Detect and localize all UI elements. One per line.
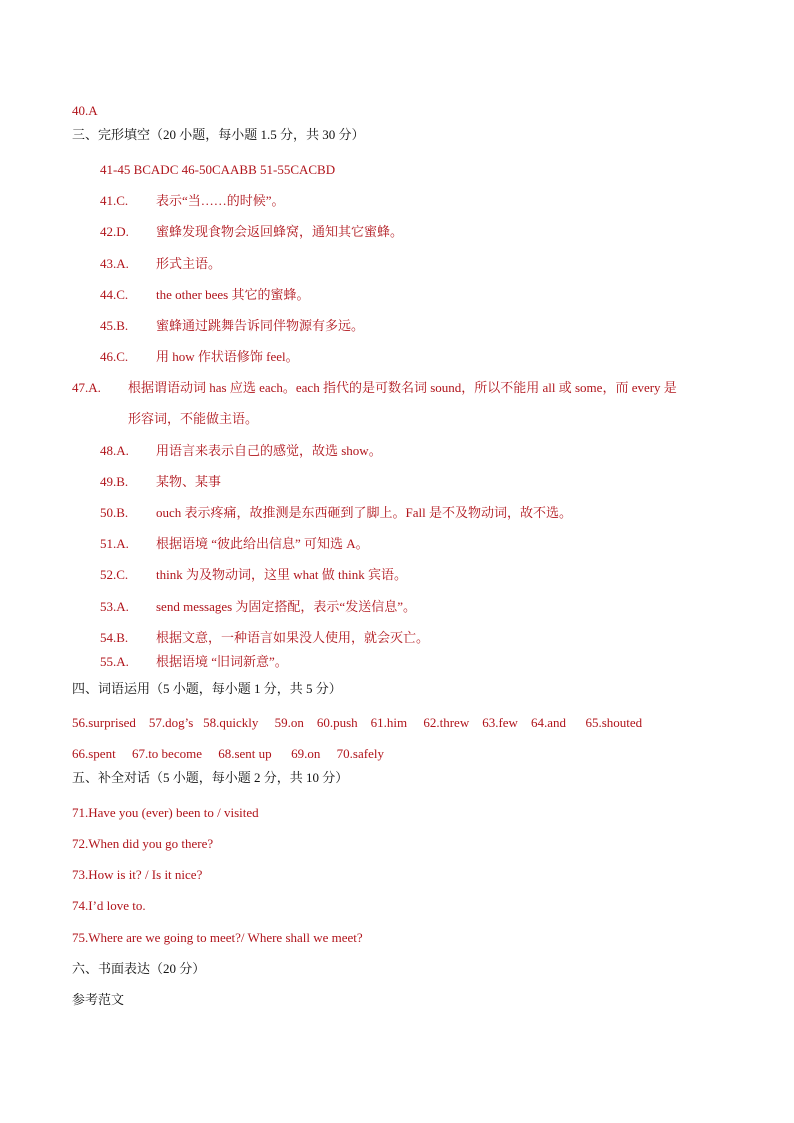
answer-row [100,505,572,521]
answer-code: 47.A. [72,380,101,395]
word-answers-line-1: 56.surprised 57.dog’s 58.quickly 59.on 60.push 61.him 62.threw 63.few 64.and 65.shouted [72,715,643,730]
answer-explanation: 根据文意，一种语言如果没人使用，就会灭亡。 [156,630,430,645]
answer-row [100,654,288,670]
section-3-heading: 三、完形填空（20 小题，每小题 1.5 分，共 30 分） [72,127,365,142]
dialogue-answer: 74.I’d love to. [72,898,146,913]
answer-explanation: send messages 为固定搭配，表示“发送信息”。 [156,599,416,614]
answer-explanation: 蜜蜂发现食物会返回蜂窝，通知其它蜜蜂。 [156,224,404,239]
answer-row [100,349,299,365]
dialogue-answer: 71.Have you (ever) been to / visited [72,805,259,820]
answer-explanation: ouch 表示疼痛，故推测是东西砸到了脚上。Fall 是不及物动词，故不选。 [156,505,572,520]
answer-row [100,599,416,615]
answer-row [100,567,407,583]
answer-row [100,630,429,646]
answer-code: 50.B. [100,505,129,520]
word-answers-line-2: 66.spent 67.to become 68.sent up 69.on 70.safely [72,746,384,761]
answer-explanation: 蜜蜂通过跳舞告诉同伴物源有多远。 [156,318,365,333]
section-4-heading: 四、词语运用（5 小题，每小题 1 分，共 5 分） [72,681,342,696]
cloze-answer-keys: 41-45 BCADC 46-50CAABB 51-55CACBD [100,162,336,177]
reference-essay-label: 参考范文 [72,992,125,1007]
answer-code: 53.A. [100,599,129,614]
answer-code: 52.C. [100,567,129,582]
answer-code: 41.C. [100,193,129,208]
answer-code: 44.C. [100,287,129,302]
answer-explanation: 形式主语。 [156,256,222,271]
answer-code: 46.C. [100,349,129,364]
dialogue-answer: 73.How is it? / Is it nice? [72,867,203,882]
answer-code: 55.A. [100,654,129,669]
answer-code: 54.B. [100,630,129,645]
dialogue-answer: 72.When did you go there? [72,836,214,851]
answer-row [100,224,403,240]
answer-code: 42.D. [100,224,129,239]
section-6-heading: 六、书面表达（20 分） [72,961,206,976]
answer-code: 51.A. [100,536,129,551]
answer-explanation: 某物、某事 [156,474,222,489]
answer-row [100,256,221,272]
answer-row [100,318,364,334]
answer-code: 43.A. [100,256,129,271]
answer-row [100,474,221,490]
answer-explanation: 根据语境 “彼此给出信息” 可知选 A。 [156,536,369,551]
section-5-heading: 五、补全对话（5 小题，每小题 2 分，共 10 分） [72,770,349,785]
answer-explanation: 用语言来表示自己的感觉，故选 show。 [156,443,382,458]
answer-explanation: think 为及物动词，这里 what 做 think 宾语。 [156,567,407,582]
answer-explanation: 用 how 作状语修饰 feel。 [156,349,299,364]
answer-40: 40.A [72,103,98,118]
answer-explanation: 根据语境 “旧词新意”。 [156,654,288,669]
answer-row [72,380,677,396]
answer-row [100,443,382,459]
answer-row [100,193,285,209]
answer-explanation: 表示“当……的时候”。 [156,193,285,208]
answer-row [100,287,309,303]
answer-row [100,536,369,552]
answer-explanation: the other bees 其它的蜜蜂。 [156,287,310,302]
answer-explanation-continued: 形容词，不能做主语。 [128,411,259,426]
answer-code: 48.A. [100,443,129,458]
answer-code: 45.B. [100,318,129,333]
answer-explanation: 根据谓语动词 has 应选 each。each 指代的是可数名词 sound，所以不能用 all 或 some，而 every 是 [128,380,677,395]
dialogue-answer: 75.Where are we going to meet?/ Where shall we meet? [72,930,363,945]
answer-code: 49.B. [100,474,129,489]
